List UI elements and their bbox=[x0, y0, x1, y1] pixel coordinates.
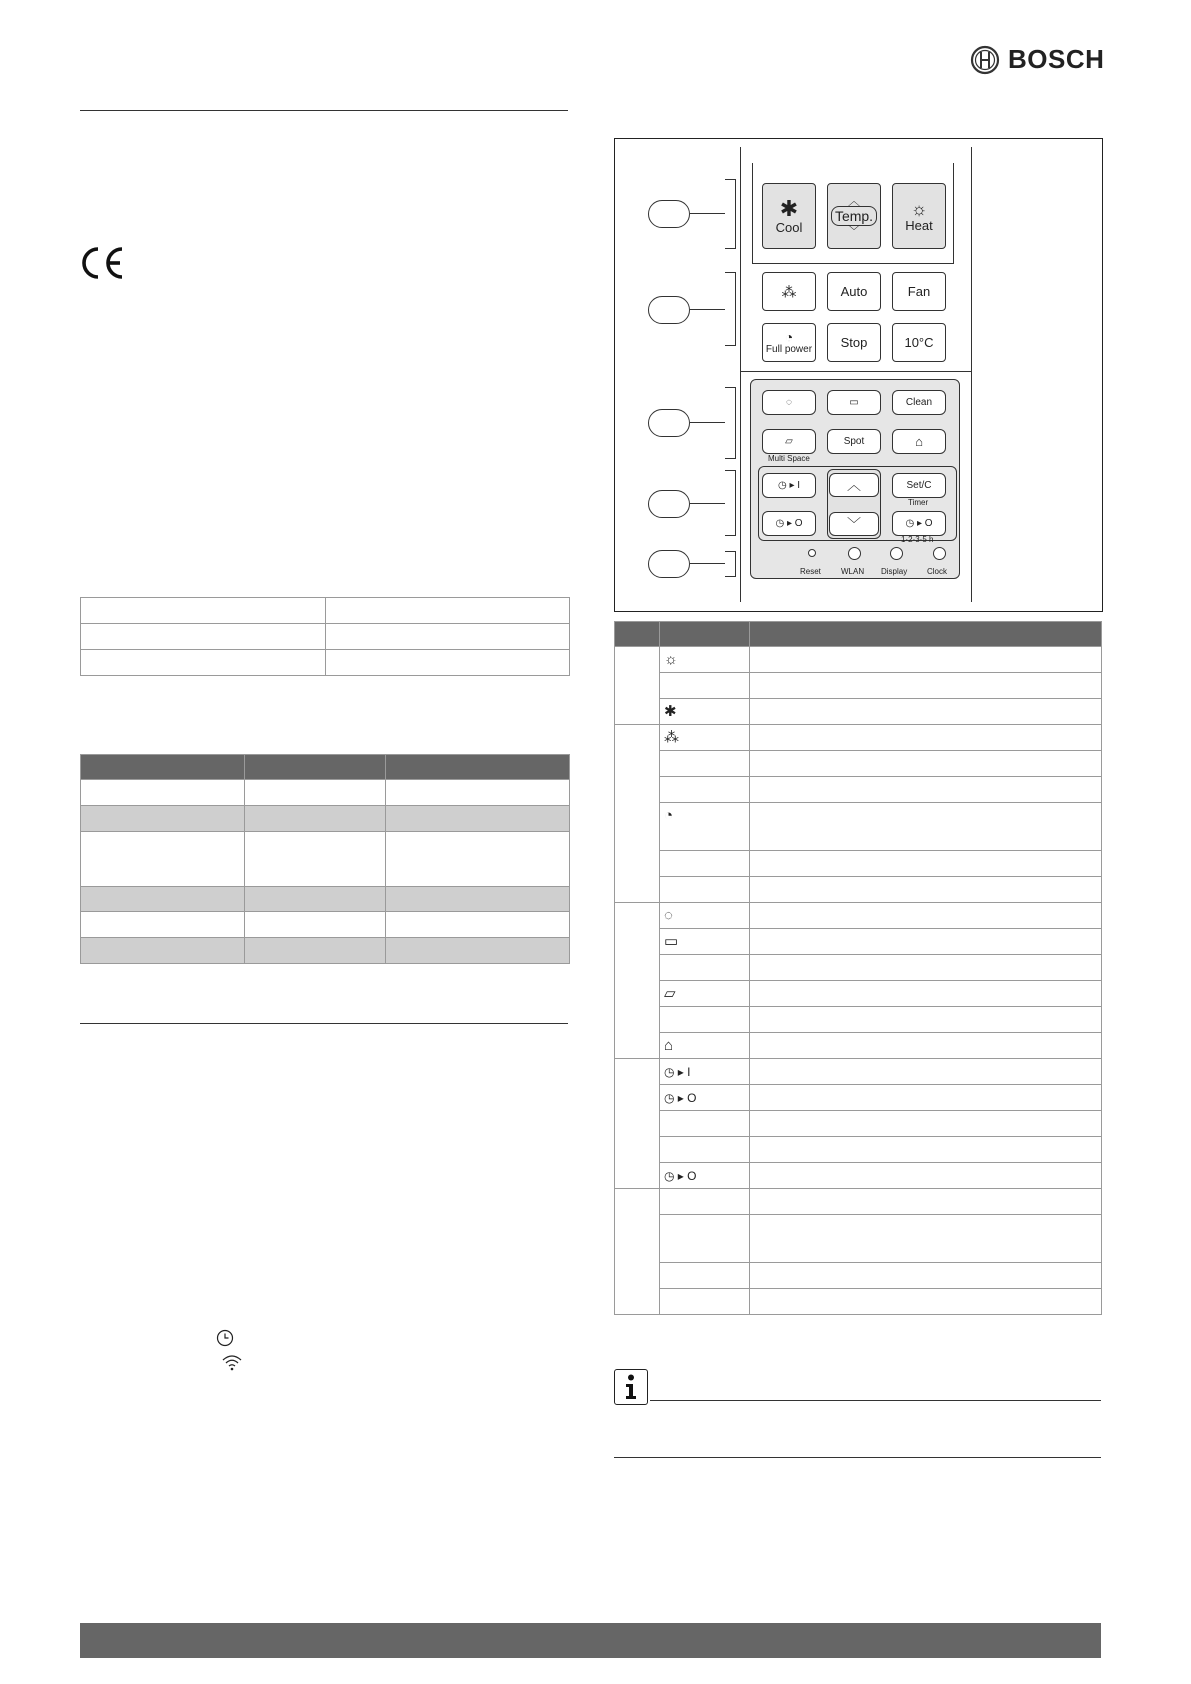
table-cell bbox=[81, 780, 245, 806]
callout-bracket bbox=[725, 272, 736, 346]
wlan-label: WLAN bbox=[841, 567, 865, 576]
callout-leader bbox=[690, 563, 725, 564]
auto-label: Auto bbox=[840, 284, 868, 299]
remote-control-figure bbox=[614, 138, 1103, 612]
callout-leader bbox=[690, 309, 725, 310]
timer-up-button[interactable] bbox=[829, 473, 879, 497]
swing-horizontal-icon: ▭ bbox=[849, 397, 859, 408]
table-cell bbox=[750, 1189, 1102, 1215]
table-cell bbox=[750, 1163, 1102, 1189]
ce-mark bbox=[78, 246, 128, 285]
note-rule bbox=[650, 1400, 1101, 1401]
table-cell bbox=[245, 806, 386, 832]
panel-edge-right bbox=[971, 147, 972, 602]
group-cell bbox=[615, 647, 660, 725]
table-header-cell bbox=[386, 755, 570, 780]
auto-button[interactable] bbox=[827, 272, 881, 311]
group-cell bbox=[615, 1189, 660, 1315]
table-cell bbox=[245, 912, 386, 938]
spot-button[interactable] bbox=[827, 429, 881, 454]
cool-label: Cool bbox=[775, 219, 803, 235]
table-cell bbox=[81, 624, 326, 650]
home-button[interactable] bbox=[892, 429, 946, 454]
table-cell bbox=[660, 1007, 750, 1033]
table-cell bbox=[326, 624, 570, 650]
section-rule-top bbox=[80, 110, 568, 111]
table-cell bbox=[660, 1289, 750, 1315]
table-cell bbox=[750, 751, 1102, 777]
table-cell bbox=[660, 673, 750, 699]
temp-button[interactable] bbox=[827, 183, 881, 249]
reset-label: Reset bbox=[800, 567, 821, 576]
table-cell bbox=[750, 981, 1102, 1007]
table-cell bbox=[750, 1263, 1102, 1289]
table-cell bbox=[660, 1215, 750, 1263]
timer-hours-icon: ◷ ▸ O bbox=[905, 518, 933, 529]
table-cell bbox=[245, 780, 386, 806]
timer-off-button[interactable] bbox=[762, 511, 816, 536]
group-cell bbox=[615, 1059, 660, 1189]
dry-mode-icon: ⁂ bbox=[660, 725, 750, 751]
table-header-cell bbox=[660, 622, 750, 647]
chevron-down-icon: ﹀ bbox=[847, 516, 861, 532]
table-cell bbox=[750, 1137, 1102, 1163]
full-power-button[interactable] bbox=[762, 323, 816, 362]
sun-icon: ☼ bbox=[660, 647, 750, 673]
timer-off-icon: ◷ ▸ O bbox=[775, 518, 803, 529]
set-cancel-button[interactable] bbox=[892, 473, 946, 498]
table-cell bbox=[750, 673, 1102, 699]
table-cell bbox=[326, 650, 570, 676]
fan-button[interactable] bbox=[892, 272, 946, 311]
multi-space-button[interactable] bbox=[762, 429, 816, 454]
table-cell bbox=[750, 955, 1102, 981]
panel-divider bbox=[740, 371, 971, 372]
home-icon: ⌂ bbox=[660, 1033, 750, 1059]
table-cell bbox=[750, 929, 1102, 955]
timer-hours-button[interactable] bbox=[892, 511, 946, 536]
table-cell bbox=[660, 1263, 750, 1289]
table-cell bbox=[386, 806, 570, 832]
table-cell bbox=[386, 912, 570, 938]
table-cell bbox=[81, 650, 326, 676]
brand-name: BOSCH bbox=[1008, 44, 1105, 74]
data-table bbox=[80, 754, 570, 964]
timer-on-icon: ◷ ▸ I bbox=[777, 480, 801, 491]
table-cell bbox=[660, 1189, 750, 1215]
swing-horizontal-button[interactable] bbox=[827, 390, 881, 415]
table-cell bbox=[386, 832, 570, 887]
timer-off-icon: ◷ ▸ O bbox=[660, 1085, 750, 1111]
table-cell bbox=[326, 598, 570, 624]
snowflake-icon: ✱ bbox=[660, 699, 750, 725]
table-header-cell bbox=[615, 622, 660, 647]
section-rule-middle bbox=[80, 1023, 568, 1024]
table-cell bbox=[81, 832, 245, 887]
table-cell bbox=[81, 598, 326, 624]
clock-button[interactable] bbox=[933, 547, 946, 560]
bosch-logo bbox=[970, 44, 1104, 75]
panel-edge-left bbox=[740, 147, 741, 602]
table-cell bbox=[750, 877, 1102, 903]
stop-button[interactable] bbox=[827, 323, 881, 362]
swing-vertical-icon: ◌ bbox=[786, 397, 792, 408]
chevron-up-icon: ︿ bbox=[847, 477, 861, 493]
temp-label: Temp. bbox=[831, 206, 877, 226]
table-cell bbox=[386, 887, 570, 912]
ten-degree-label: 10°C bbox=[904, 335, 934, 350]
cool-button[interactable] bbox=[762, 183, 816, 249]
clean-button[interactable] bbox=[892, 390, 946, 415]
button-legend-table bbox=[614, 621, 1102, 1315]
callout-bracket bbox=[725, 551, 736, 577]
callout-bracket bbox=[725, 470, 736, 536]
table-cell bbox=[750, 777, 1102, 803]
display-button[interactable] bbox=[890, 547, 903, 560]
table-cell bbox=[81, 938, 245, 964]
display-label: Display bbox=[881, 567, 908, 576]
clean-label: Clean bbox=[905, 397, 933, 408]
table-cell bbox=[660, 751, 750, 777]
wlan-button[interactable] bbox=[848, 547, 861, 560]
info-table bbox=[80, 597, 570, 676]
callout-leader bbox=[690, 422, 725, 423]
ten-degree-button[interactable] bbox=[892, 323, 946, 362]
chevron-down-icon: ﹀ bbox=[847, 224, 860, 238]
clock-icon bbox=[216, 1329, 234, 1352]
callout-leader bbox=[690, 503, 725, 504]
table-header-cell bbox=[81, 755, 245, 780]
bosch-armature-icon bbox=[970, 45, 1000, 75]
ce-mark-icon bbox=[78, 246, 128, 280]
reset-pinhole[interactable] bbox=[808, 549, 816, 557]
table-cell bbox=[750, 851, 1102, 877]
full-power-icon: ◔ bbox=[784, 329, 794, 345]
swing-vertical-button[interactable] bbox=[762, 390, 816, 415]
heat-label: Heat bbox=[905, 217, 933, 233]
set-cancel-label: Set/C bbox=[906, 480, 932, 491]
spot-label: Spot bbox=[843, 436, 865, 447]
table-cell bbox=[750, 903, 1102, 929]
full-power-icon: ◔ bbox=[660, 803, 750, 851]
callout-bracket bbox=[725, 179, 736, 249]
table-cell bbox=[660, 777, 750, 803]
table-cell bbox=[81, 806, 245, 832]
table-cell bbox=[750, 1111, 1102, 1137]
table-cell bbox=[245, 938, 386, 964]
swing-horizontal-icon: ▭ bbox=[660, 929, 750, 955]
table-cell bbox=[660, 851, 750, 877]
info-icon bbox=[614, 1369, 648, 1405]
table-cell bbox=[660, 877, 750, 903]
dry-button[interactable] bbox=[762, 272, 816, 311]
heat-button[interactable] bbox=[892, 183, 946, 249]
table-cell bbox=[386, 938, 570, 964]
table-cell bbox=[245, 832, 386, 887]
table-cell bbox=[660, 1111, 750, 1137]
table-cell bbox=[660, 955, 750, 981]
table-cell bbox=[750, 725, 1102, 751]
footer-bar bbox=[80, 1623, 1101, 1658]
callout-bracket bbox=[725, 387, 736, 459]
table-cell bbox=[750, 803, 1102, 851]
stop-label: Stop bbox=[840, 335, 868, 350]
clock-label: Clock bbox=[927, 567, 948, 576]
table-cell bbox=[660, 1137, 750, 1163]
table-cell bbox=[750, 1007, 1102, 1033]
table-cell bbox=[245, 887, 386, 912]
table-header-cell bbox=[750, 622, 1102, 647]
timer-hours-icon: ◷ ▸ O bbox=[660, 1163, 750, 1189]
table-cell bbox=[750, 1059, 1102, 1085]
callout-1 bbox=[648, 200, 690, 228]
timer-hours-label: 1·2·3·5 h bbox=[901, 535, 934, 544]
table-cell bbox=[750, 699, 1102, 725]
group-cell bbox=[615, 903, 660, 1059]
callout-5 bbox=[648, 550, 690, 578]
callout-3 bbox=[648, 409, 690, 437]
callout-4 bbox=[648, 490, 690, 518]
swing-vertical-icon: ◌ bbox=[660, 903, 750, 929]
table-header-cell bbox=[245, 755, 386, 780]
callout-leader bbox=[690, 213, 725, 214]
table-cell bbox=[750, 1289, 1102, 1315]
full-power-label: Full power bbox=[765, 344, 813, 355]
home-icon: ⌂ bbox=[915, 434, 923, 449]
dry-mode-icon: ⁂ bbox=[781, 283, 797, 301]
timer-down-button[interactable] bbox=[829, 512, 879, 536]
table-cell bbox=[750, 1085, 1102, 1111]
table-cell bbox=[386, 780, 570, 806]
wifi-icon bbox=[221, 1353, 243, 1376]
table-cell bbox=[750, 1033, 1102, 1059]
table-cell bbox=[81, 912, 245, 938]
sun-icon: ☼ bbox=[910, 198, 928, 219]
timer-on-button[interactable] bbox=[762, 473, 816, 498]
table-cell bbox=[750, 1215, 1102, 1263]
snowflake-icon: ✱ bbox=[779, 195, 799, 221]
chevron-up-icon: ︿ bbox=[847, 194, 860, 208]
callout-2 bbox=[648, 296, 690, 324]
note-end-rule bbox=[614, 1457, 1101, 1458]
multi-space-icon: ▱ bbox=[660, 981, 750, 1007]
multi-space-label: Multi Space bbox=[768, 454, 810, 463]
timer-on-icon: ◷ ▸ I bbox=[660, 1059, 750, 1085]
multi-space-icon: ▱ bbox=[785, 436, 793, 447]
table-cell bbox=[750, 647, 1102, 673]
fan-label: Fan bbox=[907, 284, 931, 299]
timer-label: Timer bbox=[908, 498, 929, 507]
table-cell bbox=[81, 887, 245, 912]
group-cell bbox=[615, 725, 660, 903]
